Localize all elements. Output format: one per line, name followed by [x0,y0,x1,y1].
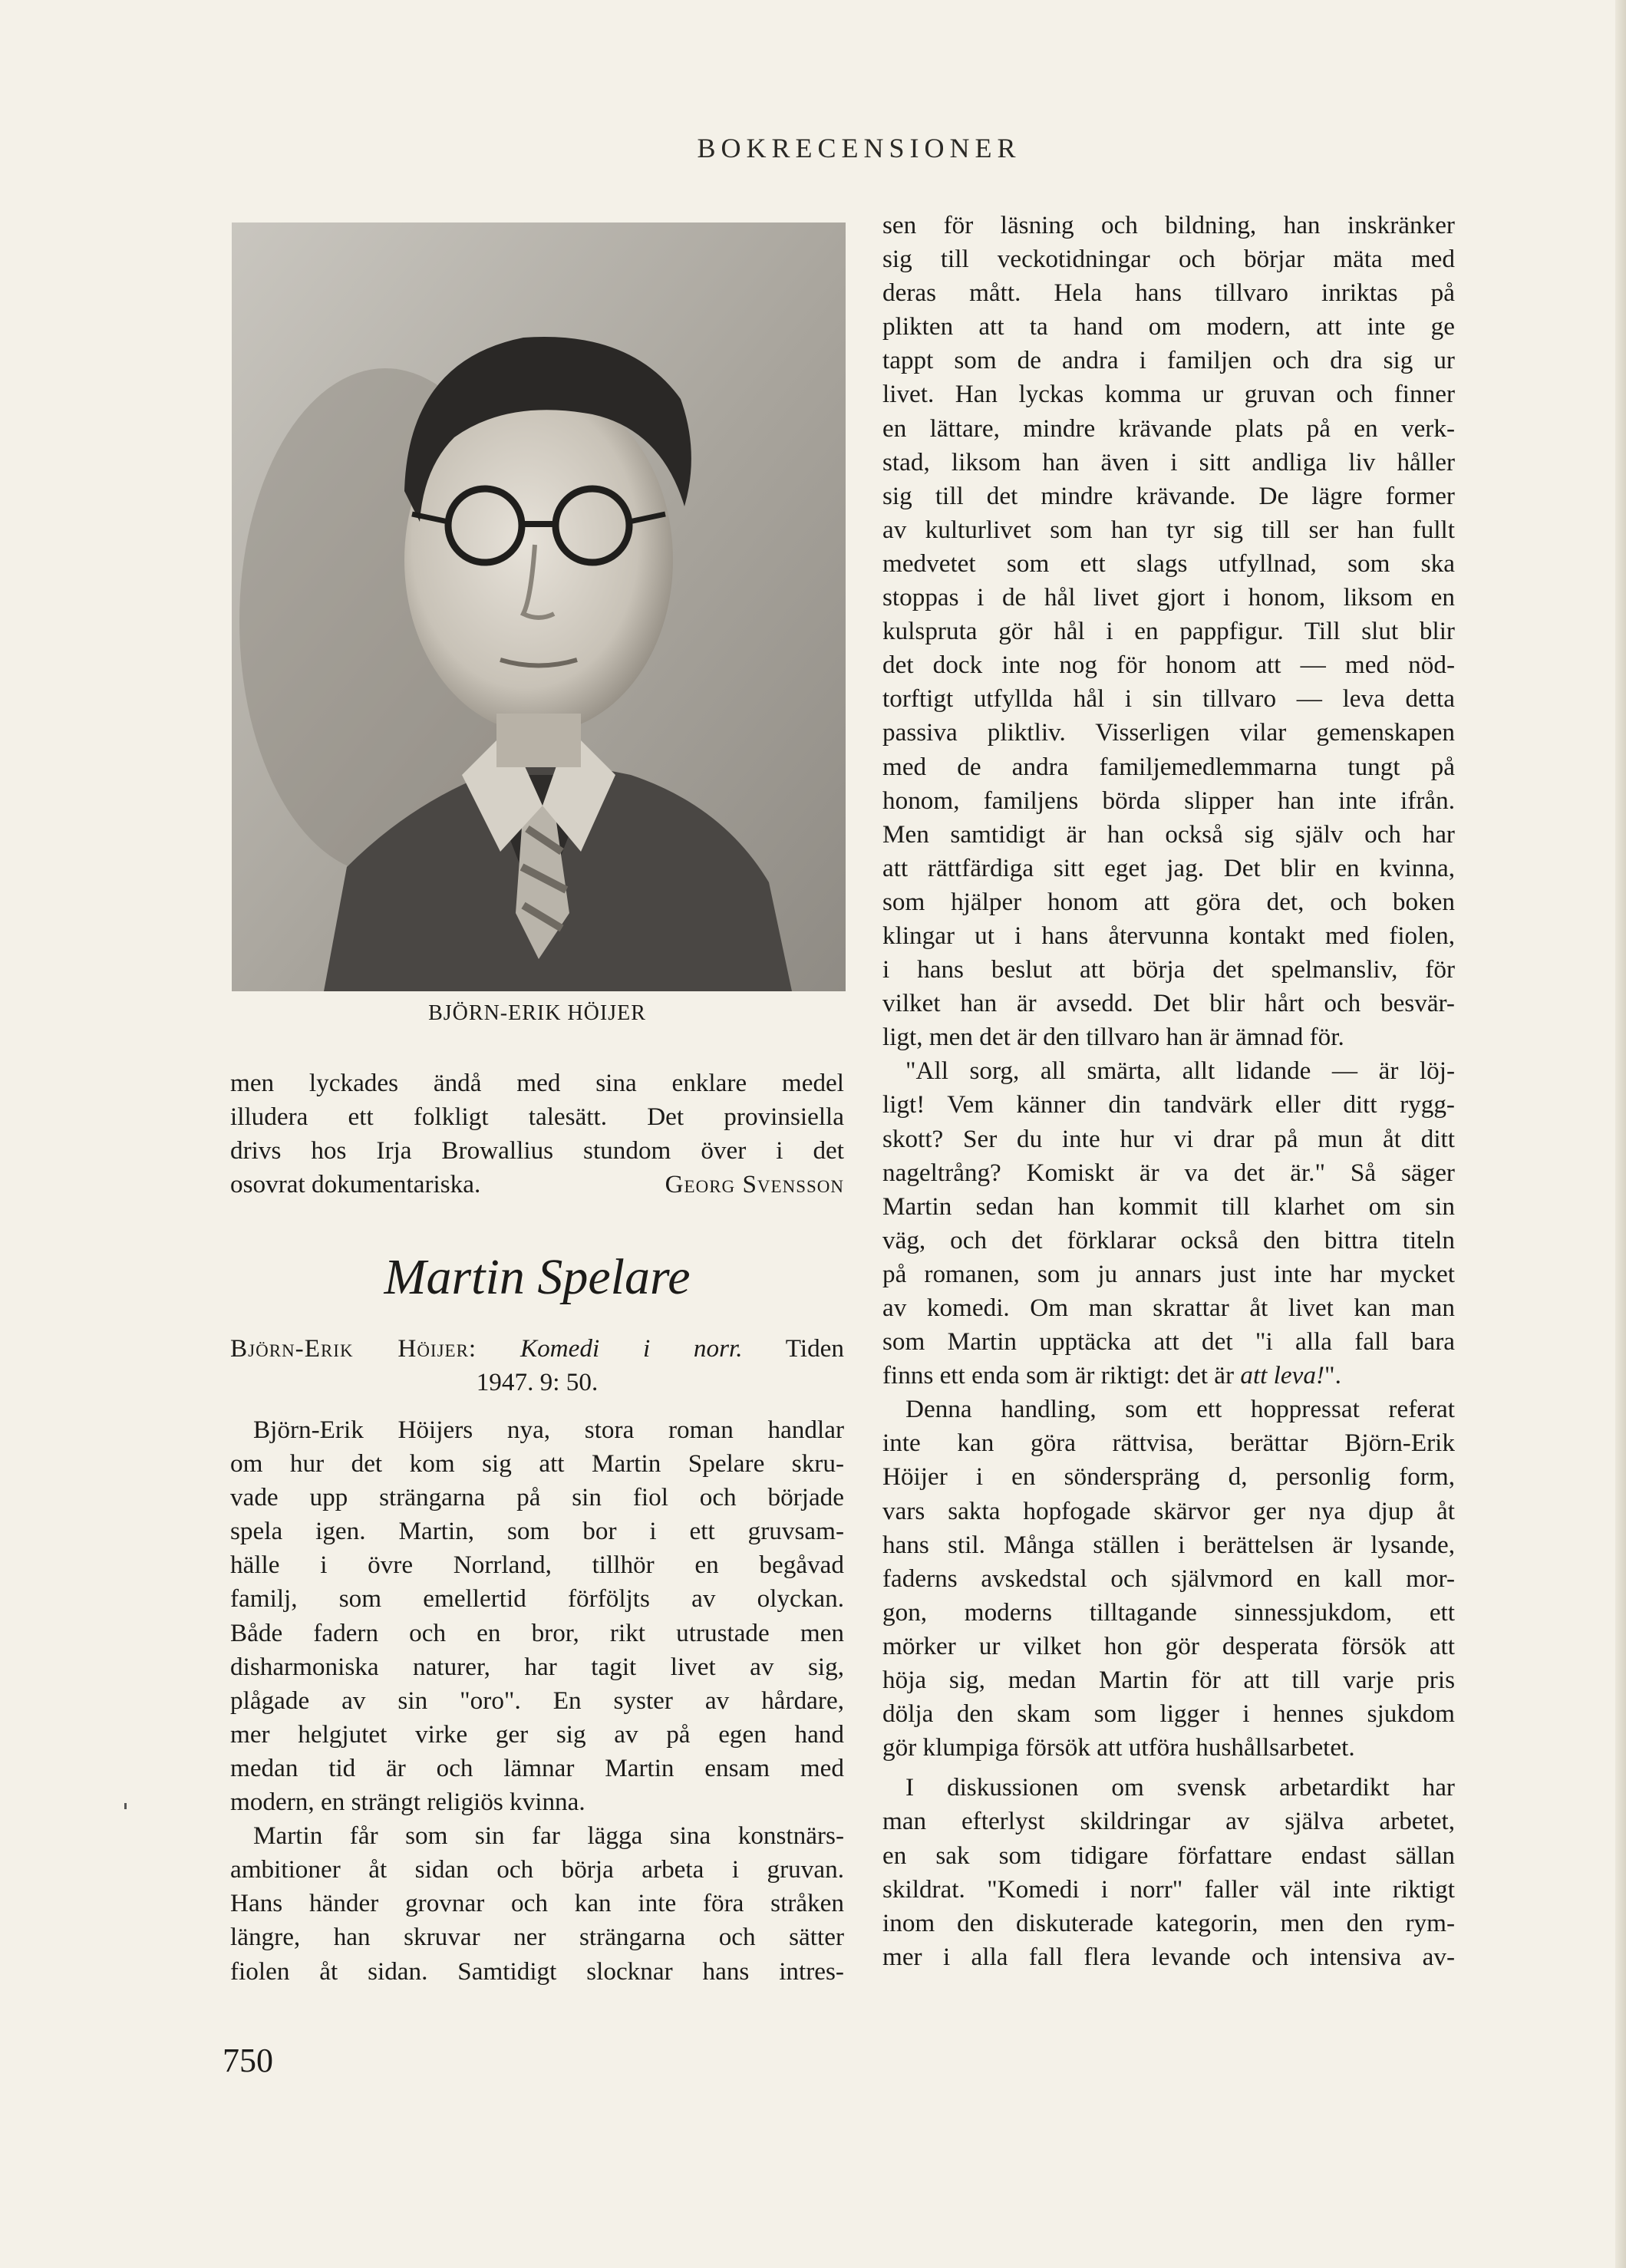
text-line: osovrat dokumentariska. [230,1170,481,1199]
book-info-line [230,1332,844,1366]
text-line: plikten att ta hand om modern, att inte ge [882,312,1455,341]
review-left-column [230,1413,844,1989]
text-line: Martin får som sin far lägga sina konstnärs- [253,1821,844,1851]
text-line: dölja den skam som ligger i hennes sjukdom [882,1699,1455,1729]
text-line: gon, moderns tilltagande sinnessjukdom, ett [882,1597,1455,1627]
text-line: en sak som tidigare författare endast sällan [882,1841,1455,1870]
text-line: som hjälper honom att göra det, och boken [882,887,1455,916]
text-line: vars sakta hopfogade skärvor ger nya djup åt [882,1496,1455,1525]
text-line: som Martin upptäcka att det "i alla fall bara [882,1327,1455,1357]
text-line: hälle i övre Norrland, tillhör en begåvad [230,1551,844,1580]
running-head: BOKRECENSIONER [697,133,1021,163]
text-line: Hans händer grovnar och kan inte föra stråken [230,1889,844,1918]
text-line: deras mått. Hela hans tillvaro inriktas på [882,279,1455,308]
text-line: modern, en strängt religiös kvinna. [230,1788,585,1817]
text-line: i hans beslut att börja det spelmansliv, för [882,955,1455,984]
text-line: mer helgjutet virke ger sig av på egen hand [230,1719,844,1749]
text-line: spela igen. Martin, som bor i ett gruvsam- [230,1517,844,1546]
text-line: Men samtidigt är han också sig själv och har [882,819,1455,849]
text-line: ligt! Vem känner din tandvärk eller ditt rygg- [882,1090,1455,1119]
text-line: medan tid är och lämnar Martin ensam med [230,1753,844,1782]
text-line: att rättfärdiga sitt eget jag. Det blir en kvinna, [882,853,1455,882]
text-line: med de andra familjemedlemmarna tungt på [882,752,1455,781]
text-line: plågade av sin "oro". En syster av hårdare, [230,1686,844,1715]
text-line: det dock inte nog för honom att — med nöd- [882,651,1455,680]
text-line: gör klumpiga försök att utföra hushållsarbetet. [882,1733,1355,1762]
text-line: medvetet som ett slags utfyllnad, som ska [882,549,1455,578]
text-line: fiolen åt sidan. Samtidigt slocknar hans intres- [230,1956,844,1986]
text-line: vilket han är avsedd. Det blir hårt och besvär- [882,989,1455,1018]
text-line: hans stil. Många ställen i berättelsen är lysande, [882,1530,1455,1559]
text-fragment: finns ett enda som är riktigt: det är [882,1361,1235,1390]
text-line: en lättare, mindre krävande plats på en verk- [882,414,1455,443]
text-line: klingar ut i hans återvunna kontakt med fiolen, [882,921,1455,950]
photo-caption: BJÖRN-ERIK HÖIJER [428,1001,646,1025]
text-line [882,1359,1455,1393]
text-line: tappt som de andra i familjen och dra sig ur [882,346,1455,375]
page-edge [1615,0,1626,2268]
reviewer-name: Georg Svensson [665,1170,844,1199]
text-line: Höijer i en sönderspräng d, personlig form, [882,1462,1455,1492]
text-line: livet. Han lyckas komma ur gruvan och finner [882,380,1455,409]
text-line: ambitioner åt sidan och börja arbeta i gruvan. [230,1855,844,1884]
text-line: illudera ett folkligt talesätt. Det provinsiella [230,1103,844,1132]
text-line: på romanen, som ju annars just inte har mycket [882,1259,1455,1288]
print-mark [124,1803,127,1809]
author-portrait-image [232,223,846,991]
text-line: sig till det mindre krävande. De lägre former [882,481,1455,510]
text-line: drivs hos Irja Browallius stundom över i det [230,1136,844,1165]
book-author: Björn-Erik Höijer: [230,1334,477,1363]
text-line: av kulturlivet som han tyr sig till ser han fullt [882,515,1455,544]
text-line: höja sig, medan Martin för att till varje pris [882,1666,1455,1695]
text-line: väg, och det förklarar också den bittra titeln [882,1225,1455,1254]
text-line: inom den diskuterade kategorin, men den rym- [882,1908,1455,1937]
text-line: men lyckades ändå med sina enklare medel [230,1069,844,1097]
text-line: familj, som emellertid förföljts av olyckan. [230,1584,844,1614]
text-line: torftigt utfyllda hål i sin tillvaro — leva detta [882,684,1455,714]
author-photo [232,223,846,991]
previous-review-ending [230,1066,844,1202]
text-line: sig till veckotidningar och börjar mäta med [882,245,1455,274]
text-line: disharmoniska naturer, har tagit livet av sig, [230,1652,844,1681]
review-title: Martin Spelare [384,1249,691,1305]
publisher: Tiden [785,1334,844,1363]
text-line: I diskussionen om svensk arbetardikt har [905,1773,1455,1802]
quote-suffix: ". [1324,1361,1341,1390]
text-line: stad, liksom han även i sitt andliga liv håller [882,447,1455,476]
text-line: ligt, men det är den tillvaro han är ämnad för. [882,1023,1344,1052]
text-line: stoppas i de hål livet gjort i honom, liksom en [882,583,1455,612]
text-line: av komedi. Om man skrattar åt livet kan man [882,1294,1455,1322]
text-line: mer i alla fall flera levande och intensiva av- [882,1942,1455,1971]
text-line: nageltrång? Komiskt är va det är." Så säger [882,1158,1455,1187]
text-line: Denna handling, som ett hoppressat referat [905,1395,1455,1424]
text-line: Både fadern och en bror, rikt utrustade men [230,1618,844,1647]
page-number: 750 [223,2042,273,2079]
text-line: honom, familjens börda slipper han inte ifrån. [882,786,1455,815]
text-line: vade upp strängarna på sin fiol och började [230,1483,844,1512]
text-line: Martin sedan han kommit till klarhet om sin [882,1192,1455,1221]
text-line: passiva pliktliv. Visserligen vilar gemenskapen [882,718,1455,747]
book-info [230,1332,844,1399]
signature-line [230,1168,844,1202]
text-line: skildrat. "Komedi i norr" faller väl inte riktigt [882,1874,1455,1904]
text-line: kulspruta gör hål i en pappfigur. Till slut blir [882,617,1455,646]
text-line: om hur det kom sig att Martin Spelare skru- [230,1449,844,1478]
text-line: mörker ur vilket hon gör desperata försök att [882,1631,1455,1660]
text-line: sen för läsning och bildning, han inskränker [882,211,1455,239]
text-line: Björn-Erik Höijers nya, stora roman handlar [253,1416,844,1444]
publication-line: 1947. 9: 50. [476,1368,599,1397]
text-line: man efterlyst skildringar av själva arbetet, [882,1807,1455,1836]
quote-italic: att leva! [1240,1361,1325,1390]
book-title: Komedi i norr. [519,1334,743,1363]
text-line: "All sorg, all smärta, allt lidande — är löj- [905,1057,1455,1086]
text-line: längre, han skruvar ner strängarna och sätter [230,1923,844,1952]
text-line: faderns avskedstal och självmord en kall mor- [882,1564,1455,1593]
review-right-column [882,209,1455,1974]
text-line: skott? Ser du inte hur vi drar på mun åt ditt [882,1124,1455,1153]
text-line: inte kan göra rättvisa, berättar Björn-Erik [882,1429,1455,1458]
